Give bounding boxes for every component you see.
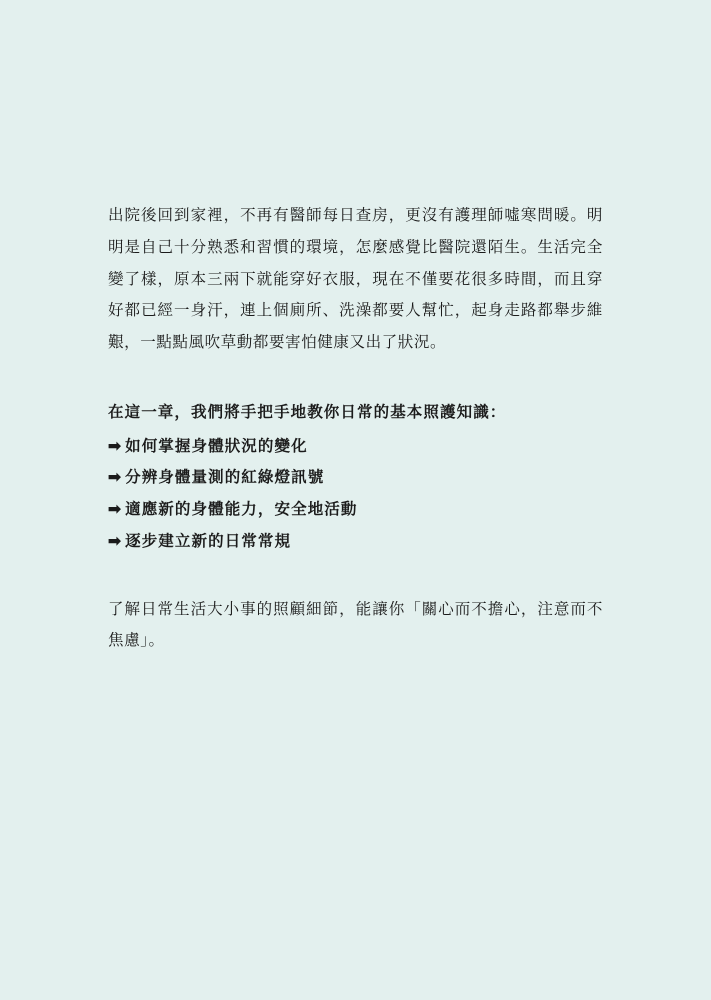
arrow-right-icon: ➡ (108, 469, 123, 487)
list-item-label: 逐步建立新的日常常規 (125, 532, 292, 550)
list-item (108, 494, 603, 526)
list-heading: 在這一章，我們將手把手地教你日常的基本照護知識： (108, 403, 507, 421)
arrow-right-icon: ➡ (108, 437, 123, 455)
list-item (108, 526, 603, 558)
intro-paragraph: 出院後回到家裡，不再有醫師每日查房，更沒有護理師噓寒問暖。明明是自己十分熟悉和習慣的環境，怎麼感覺比醫院還陌生。生活完全變了樣，原本三兩下就能穿好衣服，現在不僅要花很多時間，而且穿好都已經一身汗，連上個廁所、洗澡都要人幫忙，起身走路都舉步維艱，一點點風吹草動都要害怕健康又出了狀況。 (108, 207, 603, 352)
list-item-label: 分辨身體量測的紅綠燈訊號 (125, 469, 325, 487)
arrow-right-icon: ➡ (108, 532, 123, 550)
list-item (108, 431, 603, 463)
arrow-right-icon: ➡ (108, 501, 123, 519)
list-item (108, 462, 603, 494)
list-item-label: 如何掌握身體狀況的變化 (125, 437, 308, 455)
list-item-label: 適應新的身體能力，安全地活動 (125, 501, 358, 519)
care-knowledge-list (108, 397, 603, 558)
closing-paragraph: 了解日常生活大小事的照顧細節，能讓你「關心而不擔心，注意而不焦慮」。 (108, 600, 603, 650)
